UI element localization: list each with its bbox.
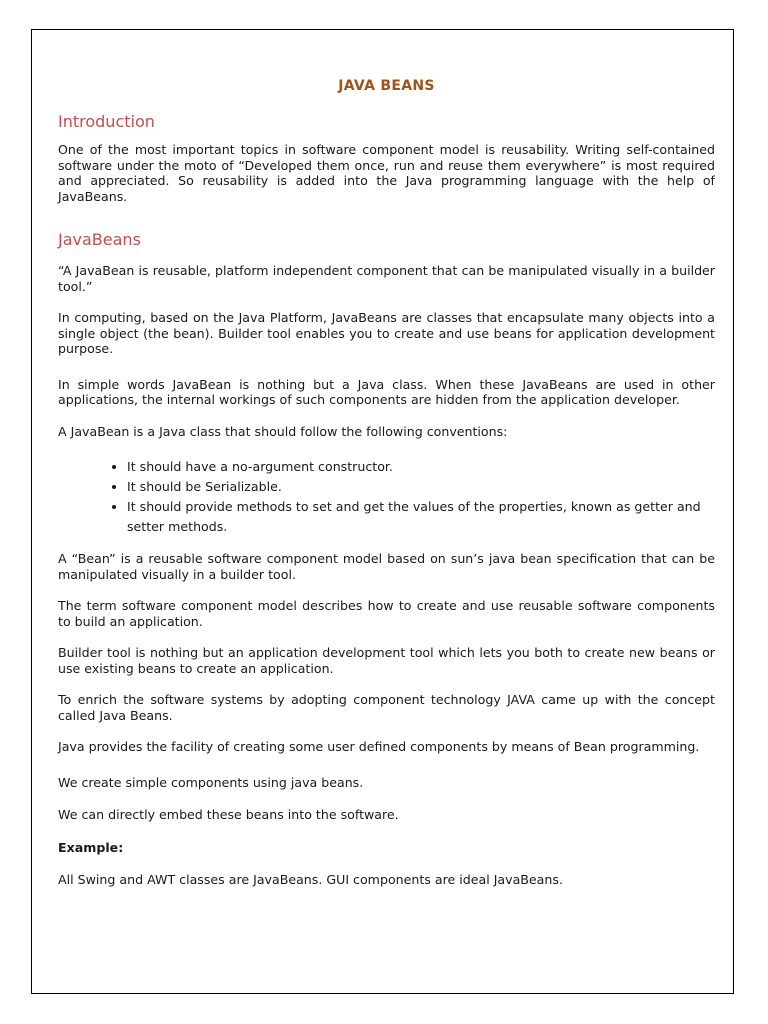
paragraph-conventions: A JavaBean is a Java class that should follow the following conventions: [58,423,508,439]
paragraph-create: We create simple components using java beans. [58,774,364,790]
list-item: • It should be Serializable. [127,477,715,497]
paragraph-quote: “A JavaBean is reusable, platform independent component that can be manipulated visually in a builder tool.” [58,263,715,294]
paragraph-example: All Swing and AWT classes are JavaBeans. GUI components are ideal JavaBeans. [58,872,563,887]
heading-introduction: Introduction [58,112,155,131]
paragraph-introduction: One of the most important topics in software component model is reusability. Writing self-contained software under the moto of “Developed them once, run and reuse them everywhere” is most required and appreciated. So reusability is added into the Java programming language with the help of JavaBeans. [58,142,715,204]
paragraph-facility: Java provides the facility of creating some user defined components by means of Bean programming. [58,739,700,754]
paragraph-embed: We can directly embed these beans into the software. [58,807,399,822]
paragraph-simple-words: In simple words JavaBean is nothing but a Java class. When these JavaBeans are used in other applications, the internal workings of such components are hidden from the application developer. [58,376,715,407]
heading-javabeans: JavaBeans [58,230,141,249]
list-item: • It should have a no-argument constructor. [127,457,715,477]
paragraph-computing: In computing, based on the Java Platform, JavaBeans are classes that encapsulate many objects into a single object (the bean). Builder tool enables you to create and use beans for application development purpose. [58,310,715,356]
list-item: • It should provide methods to set and get the values of the properties, known as getter and setter methods. [127,497,715,537]
paragraph-bean-definition: A “Bean” is a reusable software component model based on sun’s java bean specification that can be manipulated visually in a builder tool. [58,551,715,582]
conventions-list [58,457,715,537]
paragraph-builder-tool: Builder tool is nothing but an application development tool which lets you both to create new beans or use existing beans to create an application. [58,645,715,676]
document-body [58,78,715,904]
example-label: Example: [58,839,124,855]
paragraph-component-model: The term software component model describes how to create and use reusable software components to build an application. [58,598,715,629]
paragraph-enrich: To enrich the software systems by adopting component technology JAVA came up with the concept called Java Beans. [58,692,715,723]
document-title: JAVA BEANS [338,78,435,94]
